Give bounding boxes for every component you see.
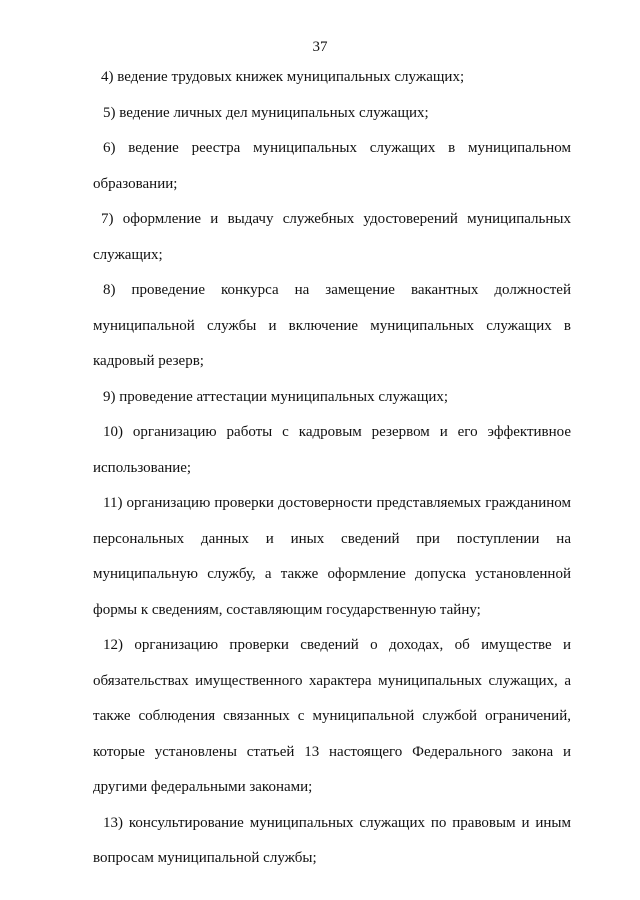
list-item-8: 8) проведение конкурса на замещение вакантных должностей муниципальной службы и включение муниципальных служащих в кадровый резерв; <box>93 282 571 369</box>
list-item-12: 12) организацию проверки сведений о доходах, об имуществе и обязательствах имущественного характера муниципальных служащих, а также соблюдения связанных с муниципальной службой ограничений, которые установлены статьей 13 настоящего Федерального закона и другими федеральными законами; <box>93 637 571 795</box>
enumerated-list <box>93 60 571 877</box>
list-item-5: 5) ведение личных дел муниципальных служащих; <box>103 104 429 121</box>
page-number: 37 <box>312 39 328 55</box>
list-item-11: 11) организацию проверки достоверности представляемых гражданином персональных данных и иных сведений при поступлении на муниципальную службу, а также оформление допуска установленной формы к сведениям, составляющим государственную тайну; <box>93 495 571 618</box>
list-item-9: 9) проведение аттестации муниципальных служащих; <box>103 388 449 405</box>
list-item-6: 6) ведение реестра муниципальных служащих в муниципальном образовании; <box>93 140 571 192</box>
list-item-10: 10) организацию работы с кадровым резервом и его эффективное использование; <box>93 424 571 476</box>
list-item-7: 7) оформление и выдачу служебных удостоверений муниципальных служащих; <box>93 211 571 263</box>
list-item-13: 13) консультирование муниципальных служащих по правовым и иным вопросам муниципальной службы; <box>93 814 571 866</box>
list-item-4: 4) ведение трудовых книжек муниципальных служащих; <box>101 69 465 85</box>
